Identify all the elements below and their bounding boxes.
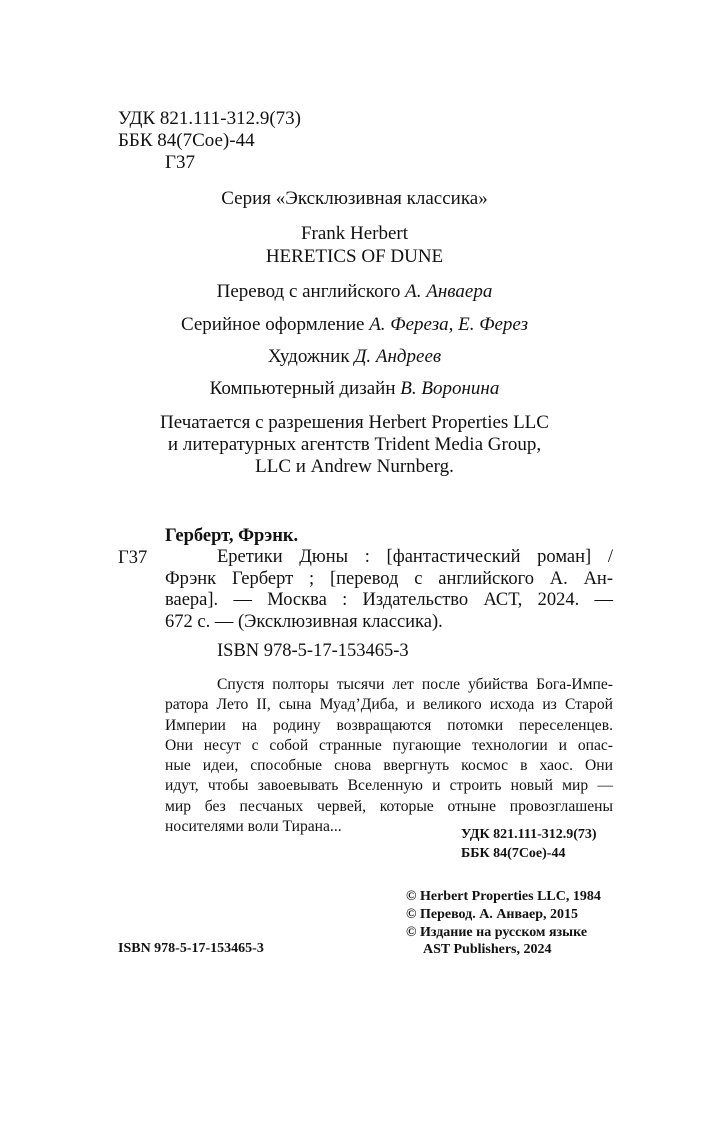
udk-code-top: УДК 821.111-312.9(73) xyxy=(118,108,301,129)
series-line: Серия «Эксклюзивная классика» xyxy=(221,188,488,209)
permission-line-2: и литературных агентств Trident Media Group, xyxy=(167,434,542,455)
bbk-code-top: ББК 84(7Сое)-44 xyxy=(118,130,255,151)
computer-designer-name: В. Воронина xyxy=(400,378,500,399)
annotation-line: ратора Лето II, сына Муад’Диба, и великого исхода из Старой xyxy=(165,696,613,714)
udk-code-bottom: УДК 821.111-312.9(73) xyxy=(461,827,597,842)
annotation-line: Они несут с собой странные пугающие технологии и опас- xyxy=(165,736,613,754)
footer-isbn: ISBN 978-5-17-153465-3 xyxy=(118,941,264,956)
translation-credit xyxy=(0,281,709,303)
copyright-line: © Издание на русском языке xyxy=(406,925,588,940)
computer-design-credit xyxy=(0,378,709,400)
copyright-line: © Перевод. А. Анваер, 2015 xyxy=(406,907,579,922)
catalog-description xyxy=(165,547,613,633)
original-author: Frank Herbert xyxy=(300,223,409,244)
annotation-line: Спустя полторы тысячи лет после убийства Бога-Импе- xyxy=(217,676,613,693)
artist-name: Д. Андреев xyxy=(354,346,442,367)
series-design-credit xyxy=(0,314,709,336)
computer-design-label: Компьютерный дизайн xyxy=(209,378,396,399)
copyright-line: AST Publishers, 2024 xyxy=(423,942,552,957)
catalog-line: ваера]. — Москва : Издательство АСТ, 2024. — xyxy=(165,590,613,610)
catalog-isbn: ISBN 978-5-17-153465-3 xyxy=(217,641,409,661)
copyright-line: © Herbert Properties LLC, 1984 xyxy=(406,889,601,904)
catalog-author-mark: Г37 xyxy=(118,548,148,568)
annotation-paragraph xyxy=(165,675,613,837)
catalog-line: Фрэнк Герберт ; [перевод с английского А. Ан- xyxy=(165,568,613,589)
annotation-line: мир без песчаных червей, которые отныне провозглашены xyxy=(165,797,613,815)
annotation-line: носителями воли Тирана... xyxy=(165,818,342,836)
bbk-code-bottom: ББК 84(7Сое)-44 xyxy=(461,846,566,861)
annotation-line: ные идеи, способные снова ввергнуть космос в хаос. Они xyxy=(165,757,613,775)
translation-label: Перевод с английского xyxy=(216,281,401,302)
artist-label: Художник xyxy=(267,346,350,367)
author-mark-top: Г37 xyxy=(165,152,195,173)
translator-name: А. Анваера xyxy=(405,281,493,302)
catalog-line: 672 с. — (Эксклюзивная классика). xyxy=(165,611,443,632)
artist-credit xyxy=(0,346,709,368)
permission-line-3: LLC и Andrew Nurnberg. xyxy=(255,456,454,477)
catalog-heading: Герберт, Фрэнк. xyxy=(165,526,299,546)
series-design-label: Серийное оформление xyxy=(180,314,365,335)
annotation-line: идут, чтобы завоевывать Вселенную и строить новый мир — xyxy=(165,777,613,795)
series-designer-names: А. Фереза, Е. Ферез xyxy=(369,314,529,335)
annotation-line: Империи на родину возвращаются потомки переселенцев. xyxy=(165,716,613,734)
catalog-line: Еретики Дюны : [фантастический роман] / xyxy=(217,547,613,567)
original-title: HERETICS OF DUNE xyxy=(265,246,444,267)
permission-line-1: Печатается с разрешения Herbert Properties LLC xyxy=(160,412,549,433)
